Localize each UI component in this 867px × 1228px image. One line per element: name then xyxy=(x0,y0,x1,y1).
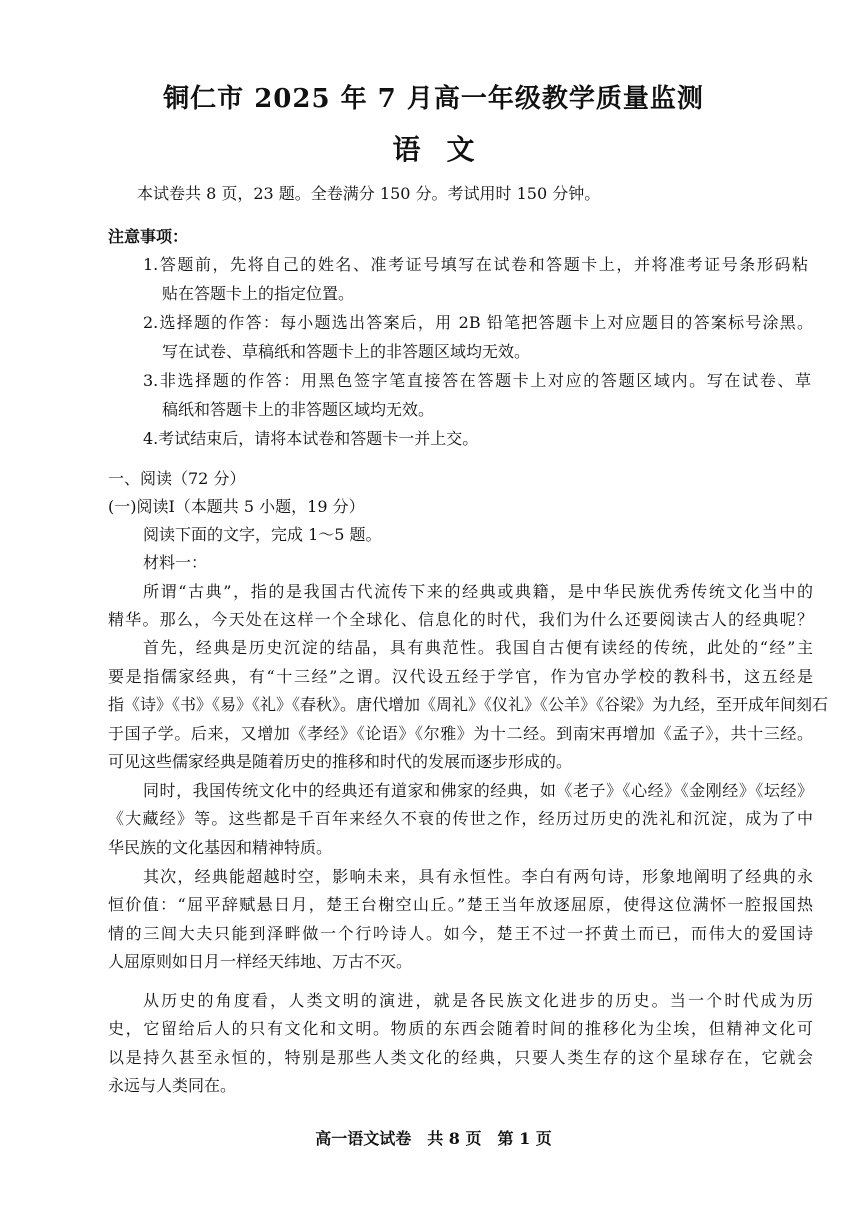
passage-line: 精华。那么，今天处在这样一个全球化、信息化的时代，我们为什么还要阅读古人的经典呢？ xyxy=(108,610,813,629)
exam-info: 本试卷共 8 页，23 题。全卷满分 150 分。考试用时 150 分钟。 xyxy=(137,184,601,203)
passage-line: 同时，我国传统文化中的经典还有道家和佛家的经典，如《老子》《心经》《金刚经》《坛经》 xyxy=(143,781,813,800)
passage-line: 于国子学。后来，又增加《孝经》《论语》《尔雅》为十二经。到南宋再增加《孟子》，共十三经。 xyxy=(108,724,813,743)
notice-line: 写在试卷、草稿纸和答题卡上的非答题区域均无效。 xyxy=(162,342,531,361)
passage-line: 可见这些儒家经典是随着历史的推移和时代的发展而逐步形成的。 xyxy=(108,752,573,771)
passage-line: 华民族的文化基因和精神特质。 xyxy=(108,838,333,857)
notices-heading: 注意事项： xyxy=(108,227,189,246)
passage-line: 所谓“古典”，指的是我国古代流传下来的经典或典籍，是中华民族优秀传统文化当中的 xyxy=(143,582,813,601)
passage-line: 要是指儒家经典，有“十三经”之谓。汉代设五经于学官，作为官办学校的教科书，这五经是 xyxy=(108,667,813,686)
exam-title: 铜仁市 2025 年 7 月高一年级教学质量监测 xyxy=(163,84,704,114)
passage-line: 情的三闾大夫只能到泽畔做一个行吟诗人。如今，楚王不过一抔黄土而已，而伟大的爱国诗 xyxy=(108,924,813,943)
passage-line: 从历史的角度看，人类文明的演进，就是各民族文化进步的历史。当一个时代成为历 xyxy=(143,991,813,1010)
notice-line: 2.选择题的作答：每小题选出答案后，用 2B 铅笔把答题卡上对应题目的答案标号涂黑。 xyxy=(143,313,813,332)
material-label: 材料一： xyxy=(143,553,208,572)
notice-line: 贴在答题卡上的指定位置。 xyxy=(162,284,355,303)
passage-line: 恒价值：“屈平辞赋悬日月，楚王台榭空山丘。”楚王当年放逐屈原，使得这位满怀一腔报国热 xyxy=(108,895,813,914)
notice-line: 1.答题前，先将自己的姓名、准考证号填写在试卷和答题卡上，并将准考证号条形码粘 xyxy=(143,255,808,274)
passage-line: 人屈原则如日月一样经天纬地、万古不灭。 xyxy=(108,952,413,971)
page-footer: 高一语文试卷 共 8 页 第 1 页 xyxy=(315,1129,552,1148)
passage-line: 史，它留给后人的只有文化和文明。物质的东西会随着时间的推移化为尘埃，但精神文化可 xyxy=(108,1019,813,1038)
passage-line: 指《诗》《书》《易》《礼》《春秋》。唐代增加《周礼》《仪礼》《公羊》《谷梁》为九经，至开成年间刻石 xyxy=(108,695,829,714)
section-instruction: 阅读下面的文字，完成 1～5 题。 xyxy=(143,525,382,544)
section-subheading: (一)阅读Ⅰ（本题共 5 小题，19 分） xyxy=(108,497,365,516)
notice-line: 4.考试结束后，请将本试卷和答题卡一并上交。 xyxy=(143,429,479,448)
passage-line: 永远与人类同在。 xyxy=(108,1076,237,1095)
passage-line: 《大藏经》等。这些都是千百年来经久不衰的传世之作，经历过历史的洗礼和沉淀，成为了中 xyxy=(108,809,813,828)
subject-title: 语文 xyxy=(392,133,501,166)
notice-line: 稿纸和答题卡上的非答题区域均无效。 xyxy=(162,400,435,419)
passage-line: 以是持久甚至永恒的，特别是那些人类文化的经典，只要人类生存的这个星球存在，它就会 xyxy=(108,1048,813,1067)
passage-line: 首先，经典是历史沉淀的结晶，具有典范性。我国自古便有读经的传统，此处的“经”主 xyxy=(143,638,813,657)
section-heading: 一、阅读（72 分） xyxy=(108,469,246,488)
notice-line: 3.非选择题的作答：用黑色签字笔直接答在答题卡上对应的答题区域内。写在试卷、草 xyxy=(143,371,811,390)
passage-line: 其次，经典能超越时空，影响未来，具有永恒性。李白有两句诗，形象地阐明了经典的永 xyxy=(143,867,813,886)
